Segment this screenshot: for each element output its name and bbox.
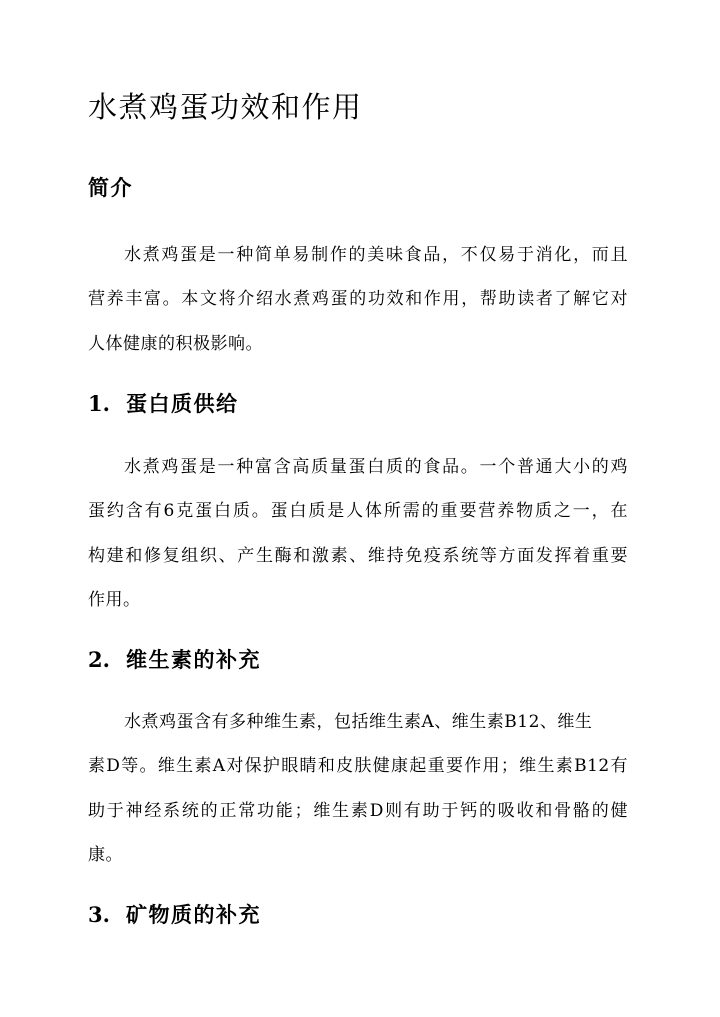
paragraph-line: 作用。 [88, 590, 141, 611]
document-title: 水煮鸡蛋功效和作用 [88, 90, 363, 124]
paragraph-line: 素D等。维生素A对保护眼睛和皮肤健康起重要作用；维生素B12有 [88, 756, 628, 777]
paragraph-line: 构建和修复组织、产生酶和激素、维持免疫系统等方面发挥着重要 [88, 545, 628, 566]
paragraph-line: 水煮鸡蛋是一种简单易制作的美味食品，不仅易于消化，而且 [124, 244, 628, 265]
section-number: 1. [88, 391, 110, 416]
paragraph-line: 助于神经系统的正常功能；维生素D则有助于钙的吸收和骨骼的健 [88, 800, 628, 821]
section-heading-minerals [88, 900, 261, 930]
paragraph-line: 营养丰富。本文将介绍水煮鸡蛋的功效和作用，帮助读者了解它对 [88, 289, 628, 310]
paragraph-line: 水煮鸡蛋是一种富含高质量蛋白质的食品。一个普通大小的鸡 [124, 456, 628, 477]
paragraph-protein [88, 445, 628, 623]
section-heading-text: 维生素的补充 [126, 647, 261, 672]
section-heading-intro [88, 173, 133, 203]
section-heading-text: 蛋白质供给 [126, 391, 239, 416]
section-heading-text: 矿物质的补充 [126, 902, 261, 927]
paragraph-vitamins [88, 700, 628, 878]
section-heading-text: 简介 [88, 175, 133, 200]
section-heading-protein [88, 389, 239, 419]
paragraph-line: 康。 [88, 845, 123, 866]
paragraph-line: 蛋约含有6克蛋白质。蛋白质是人体所需的重要营养物质之一，在 [88, 501, 628, 522]
section-number: 3. [88, 902, 110, 927]
paragraph-line: 人体健康的积极影响。 [88, 333, 263, 354]
paragraph-intro [88, 233, 628, 367]
paragraph-line: 水煮鸡蛋含有多种维生素，包括维生素A、维生素B12、维生 [124, 711, 593, 732]
section-number: 2. [88, 647, 110, 672]
section-heading-vitamins [88, 645, 261, 675]
